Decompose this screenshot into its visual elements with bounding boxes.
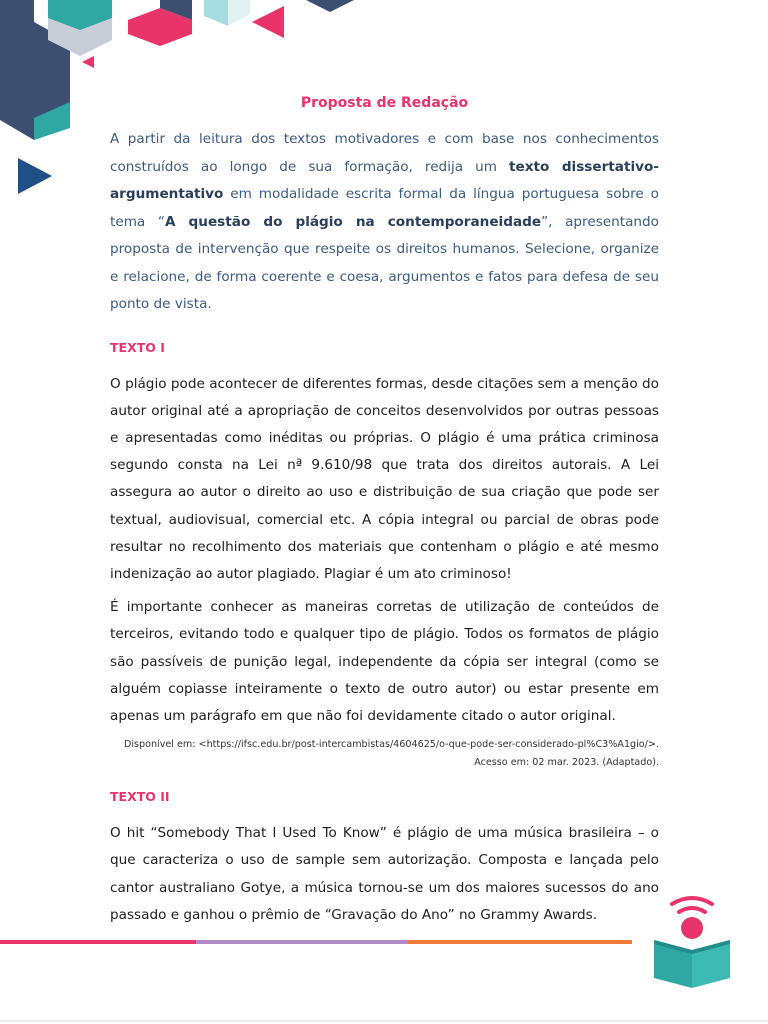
intro-text-3: ”, apresentando proposta de intervenção que respeite os direitos humanos. Selecione, organize e relacione, de forma coerente e coesa, argumentos e fatos para defesa de seu ponto de vista. [110,213,659,312]
texto-2-heading: TEXTO II [110,789,170,805]
intro-text-2: em modalidade escrita formal da língua portuguesa sobre o tema “ [110,186,659,230]
texto-1-source [110,736,659,772]
texto-1-paragraph-1: O plágio pode acontecer de diferentes formas, desde citações sem a menção do autor original até a apropriação de conceitos desenvolvidos por outras pessoas e apresentadas como inéditas ou próprias. O plágio é uma prática criminosa segundo consta na Lei nª 9.610/98 que trata dos direitos autorais. A Lei assegura ao autor o direito ao uso e distribuição de sua criação que pode ser textual, audiovisual, comercial etc. A cópia integral ou parcial de obras pode resultar no recolhimento dos materiais que contenham o plágio e até mesmo indenização ao autor plagiado. Plagiar é um ato criminoso! [110,375,659,582]
document-body [110,92,659,935]
open-book-reader-icon [648,890,736,990]
texto-1-heading: TEXTO I [110,339,165,355]
footer-bar-lavender [196,940,408,944]
source-line-1: Disponível em: <https://ifsc.edu.br/post-intercambistas/4604625/o-que-pode-ser-considerado-pl%C3%A1gio/>. [123,739,659,751]
texto-2-paragraph-1: O hit “Somebody That I Used To Know” é plágio de uma música brasileira – o que caracteriza o uso de sample sem autorização. Composta e lançada pelo cantor australiano Gotye, a música tornou-se um dos maiores sucessos do ano passado e ganhou o prêmio de “Gravação do Ano” no Grammy Awards. [110,825,659,923]
page-title: Proposta de Redação [300,95,469,111]
intro-text-1: A partir da leitura dos textos motivadores e com base nos conhecimentos construídos ao longo de sua formação, redija um [110,131,659,175]
page-bottom-edge [0,1020,768,1022]
footer-bar-pink [0,940,196,944]
footer-bar-orange [408,940,632,944]
intro-bold-2: A questão do plágio na contemporaneidade [164,213,542,230]
intro-paragraph [110,126,659,319]
texto-1-paragraph-2: É importante conhecer as maneiras corretas de utilização de conteúdos de terceiros, evitando todo e qualquer tipo de plágio. Todos os formatos de plágio são passíveis de punição legal, independente da cópia ser integral (como se alguém copiasse inteiramente o texto de outro autor) ou estar presente em apenas um parágrafo em que não foi devidamente citado o autor original. [110,599,659,724]
intro-bold-1: texto dissertativo-argumentativo [110,158,659,202]
source-line-2: Acesso em: 02 mar. 2023. (Adaptado). [474,757,659,769]
